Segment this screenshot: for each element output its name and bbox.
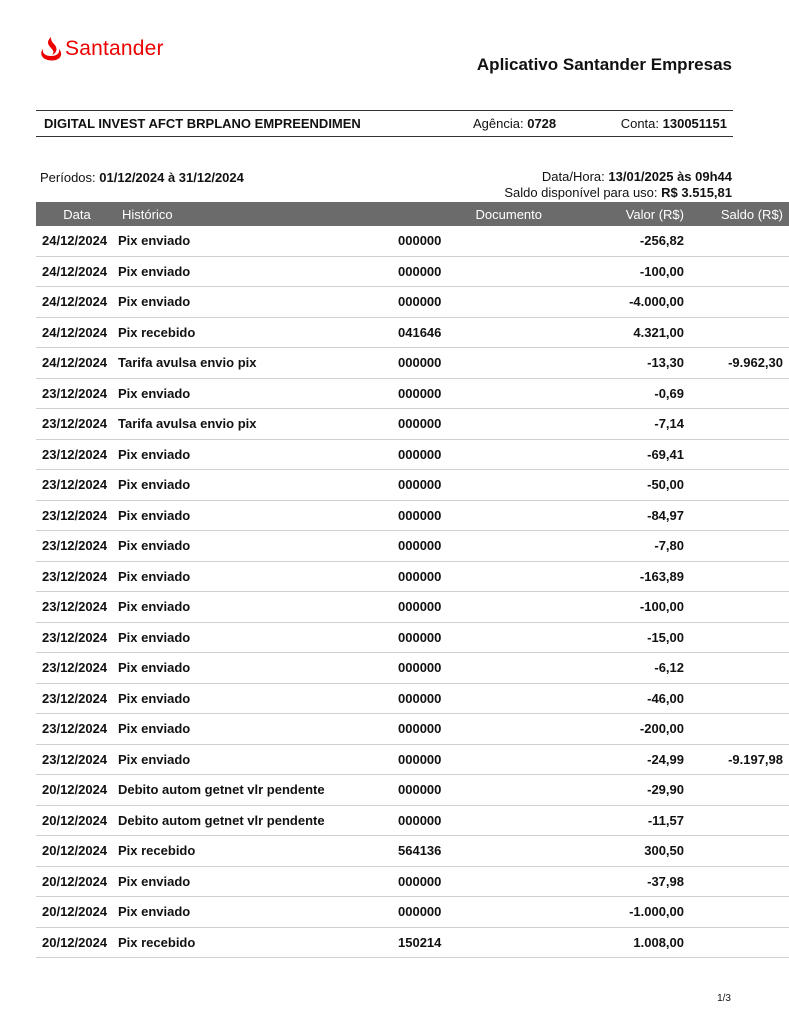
row-document: 000000 (398, 287, 588, 318)
table-row (36, 927, 789, 958)
row-date: 20/12/2024 (36, 927, 118, 958)
table-row (36, 470, 789, 501)
datetime-line (504, 169, 732, 185)
account-label: Conta: (620, 116, 660, 131)
table-row (36, 744, 789, 775)
row-document: 000000 (398, 500, 588, 531)
row-date: 24/12/2024 (36, 287, 118, 318)
row-date: 20/12/2024 (36, 805, 118, 836)
table-row (36, 409, 789, 440)
table-row (36, 287, 789, 318)
row-value: -1.000,00 (588, 897, 684, 928)
row-value: -37,98 (588, 866, 684, 897)
row-value: -163,89 (588, 561, 684, 592)
row-history: Pix enviado (118, 714, 398, 745)
row-history: Pix recebido (118, 927, 398, 958)
row-balance (684, 836, 789, 867)
row-balance: -9.962,30 (684, 348, 789, 379)
row-value: -4.000,00 (588, 287, 684, 318)
row-balance (684, 866, 789, 897)
balance-line (504, 185, 732, 201)
row-balance (684, 378, 789, 409)
row-history: Pix enviado (118, 744, 398, 775)
account-info (621, 116, 727, 131)
table-body (36, 226, 789, 958)
table-row (36, 561, 789, 592)
datetime-value: 13/01/2025 às 09h44 (608, 169, 732, 184)
table-row (36, 439, 789, 470)
row-date: 20/12/2024 (36, 897, 118, 928)
row-date: 23/12/2024 (36, 531, 118, 562)
table-row (36, 378, 789, 409)
row-document: 000000 (398, 226, 588, 256)
row-history: Pix recebido (118, 836, 398, 867)
row-history: Pix enviado (118, 500, 398, 531)
row-document: 000000 (398, 775, 588, 806)
row-date: 23/12/2024 (36, 683, 118, 714)
row-balance (684, 470, 789, 501)
row-balance (684, 775, 789, 806)
row-history: Pix enviado (118, 531, 398, 562)
row-value: -50,00 (588, 470, 684, 501)
row-balance (684, 256, 789, 287)
row-date: 20/12/2024 (36, 775, 118, 806)
row-balance (684, 897, 789, 928)
table-row (36, 897, 789, 928)
row-document: 000000 (398, 897, 588, 928)
row-date: 23/12/2024 (36, 653, 118, 684)
row-document: 000000 (398, 744, 588, 775)
row-value: -13,30 (588, 348, 684, 379)
table-row (36, 805, 789, 836)
row-date: 24/12/2024 (36, 348, 118, 379)
santander-flame-icon (40, 36, 62, 62)
row-date: 24/12/2024 (36, 256, 118, 287)
row-date: 23/12/2024 (36, 439, 118, 470)
row-balance (684, 561, 789, 592)
row-document: 000000 (398, 592, 588, 623)
row-history: Pix recebido (118, 317, 398, 348)
row-value: -6,12 (588, 653, 684, 684)
table-row (36, 866, 789, 897)
row-document: 000000 (398, 439, 588, 470)
row-document: 000000 (398, 866, 588, 897)
row-balance (684, 714, 789, 745)
row-date: 23/12/2024 (36, 470, 118, 501)
header-date: Data (36, 202, 118, 226)
table-row (36, 500, 789, 531)
row-balance (684, 622, 789, 653)
agency-number: 0728 (527, 116, 557, 131)
header-row (36, 202, 789, 226)
row-date: 23/12/2024 (36, 409, 118, 440)
row-balance: -9.197,98 (684, 744, 789, 775)
row-value: -24,99 (588, 744, 684, 775)
row-document: 000000 (398, 561, 588, 592)
transactions-table (36, 202, 789, 958)
company-name: DIGITAL INVEST AFCT BRPLANO EMPREENDIMEN (44, 116, 361, 131)
row-value: -0,69 (588, 378, 684, 409)
row-value: -46,00 (588, 683, 684, 714)
row-balance (684, 226, 789, 256)
row-history: Pix enviado (118, 256, 398, 287)
row-date: 20/12/2024 (36, 866, 118, 897)
app-title: Aplicativo Santander Empresas (476, 55, 732, 74)
row-value: -84,97 (588, 500, 684, 531)
row-history: Pix enviado (118, 439, 398, 470)
header-document: Documento (398, 202, 588, 226)
datetime-label: Data/Hora: (541, 169, 605, 184)
row-value: -7,14 (588, 409, 684, 440)
statement-period (40, 170, 244, 185)
row-history: Pix enviado (118, 287, 398, 318)
row-history: Pix enviado (118, 683, 398, 714)
table-row (36, 256, 789, 287)
table-row (36, 592, 789, 623)
row-date: 20/12/2024 (36, 836, 118, 867)
row-history: Pix enviado (118, 226, 398, 256)
table-row (36, 226, 789, 256)
row-document: 000000 (398, 714, 588, 745)
row-history: Pix enviado (118, 470, 398, 501)
row-date: 24/12/2024 (36, 226, 118, 256)
row-balance (684, 500, 789, 531)
row-value: 4.321,00 (588, 317, 684, 348)
row-history: Pix enviado (118, 653, 398, 684)
row-balance (684, 317, 789, 348)
row-history: Pix enviado (118, 866, 398, 897)
agency-label: Agência: (473, 116, 524, 131)
row-document: 150214 (398, 927, 588, 958)
header-value: Valor (R$) (588, 202, 684, 226)
header-history: Histórico (118, 202, 398, 226)
table-row (36, 531, 789, 562)
row-document: 000000 (398, 256, 588, 287)
row-document: 000000 (398, 683, 588, 714)
row-document: 000000 (398, 653, 588, 684)
row-history: Pix enviado (118, 378, 398, 409)
row-document: 000000 (398, 348, 588, 379)
brand-name: Santander (65, 37, 164, 60)
row-balance (684, 683, 789, 714)
row-history: Pix enviado (118, 897, 398, 928)
row-date: 23/12/2024 (36, 622, 118, 653)
row-document: 000000 (398, 805, 588, 836)
row-balance (684, 531, 789, 562)
table-row (36, 683, 789, 714)
row-value: 1.008,00 (588, 927, 684, 958)
row-history: Tarifa avulsa envio pix (118, 348, 398, 379)
header-balance: Saldo (R$) (684, 202, 789, 226)
row-document: 000000 (398, 531, 588, 562)
table-row (36, 622, 789, 653)
row-value: -100,00 (588, 592, 684, 623)
table-header (36, 202, 789, 226)
row-document: 564136 (398, 836, 588, 867)
table-row (36, 348, 789, 379)
row-document: 041646 (398, 317, 588, 348)
row-date: 23/12/2024 (36, 500, 118, 531)
row-balance (684, 409, 789, 440)
row-balance (684, 927, 789, 958)
row-history: Debito autom getnet vlr pendente (118, 775, 398, 806)
row-date: 23/12/2024 (36, 714, 118, 745)
row-history: Debito autom getnet vlr pendente (118, 805, 398, 836)
statement-meta (504, 169, 732, 201)
row-value: -29,90 (588, 775, 684, 806)
row-history: Pix enviado (118, 561, 398, 592)
row-history: Tarifa avulsa envio pix (118, 409, 398, 440)
row-value: -100,00 (588, 256, 684, 287)
row-balance (684, 653, 789, 684)
row-history: Pix enviado (118, 592, 398, 623)
row-value: -11,57 (588, 805, 684, 836)
row-value: -7,80 (588, 531, 684, 562)
row-date: 23/12/2024 (36, 592, 118, 623)
row-document: 000000 (398, 409, 588, 440)
row-document: 000000 (398, 622, 588, 653)
row-history: Pix enviado (118, 622, 398, 653)
agency-info (473, 116, 556, 131)
page-number: 1/3 (717, 993, 731, 1004)
row-date: 23/12/2024 (36, 561, 118, 592)
row-document: 000000 (398, 378, 588, 409)
account-number: 130051151 (662, 116, 727, 131)
table-row (36, 775, 789, 806)
row-document: 000000 (398, 470, 588, 501)
row-balance (684, 805, 789, 836)
row-date: 23/12/2024 (36, 378, 118, 409)
row-balance (684, 439, 789, 470)
row-value: 300,50 (588, 836, 684, 867)
row-value: -15,00 (588, 622, 684, 653)
table-row (36, 653, 789, 684)
row-value: -256,82 (588, 226, 684, 256)
period-label: Períodos: (40, 170, 96, 185)
row-date: 23/12/2024 (36, 744, 118, 775)
row-balance (684, 592, 789, 623)
table-row (36, 317, 789, 348)
account-info-bar (36, 110, 733, 137)
row-value: -69,41 (588, 439, 684, 470)
row-value: -200,00 (588, 714, 684, 745)
row-balance (684, 287, 789, 318)
available-balance-label: Saldo disponível para uso: (504, 185, 658, 200)
table-row (36, 714, 789, 745)
table-row (36, 836, 789, 867)
available-balance-value: R$ 3.515,81 (661, 185, 732, 200)
period-value: 01/12/2024 à 31/12/2024 (99, 170, 244, 185)
santander-logo (40, 36, 164, 62)
row-date: 24/12/2024 (36, 317, 118, 348)
